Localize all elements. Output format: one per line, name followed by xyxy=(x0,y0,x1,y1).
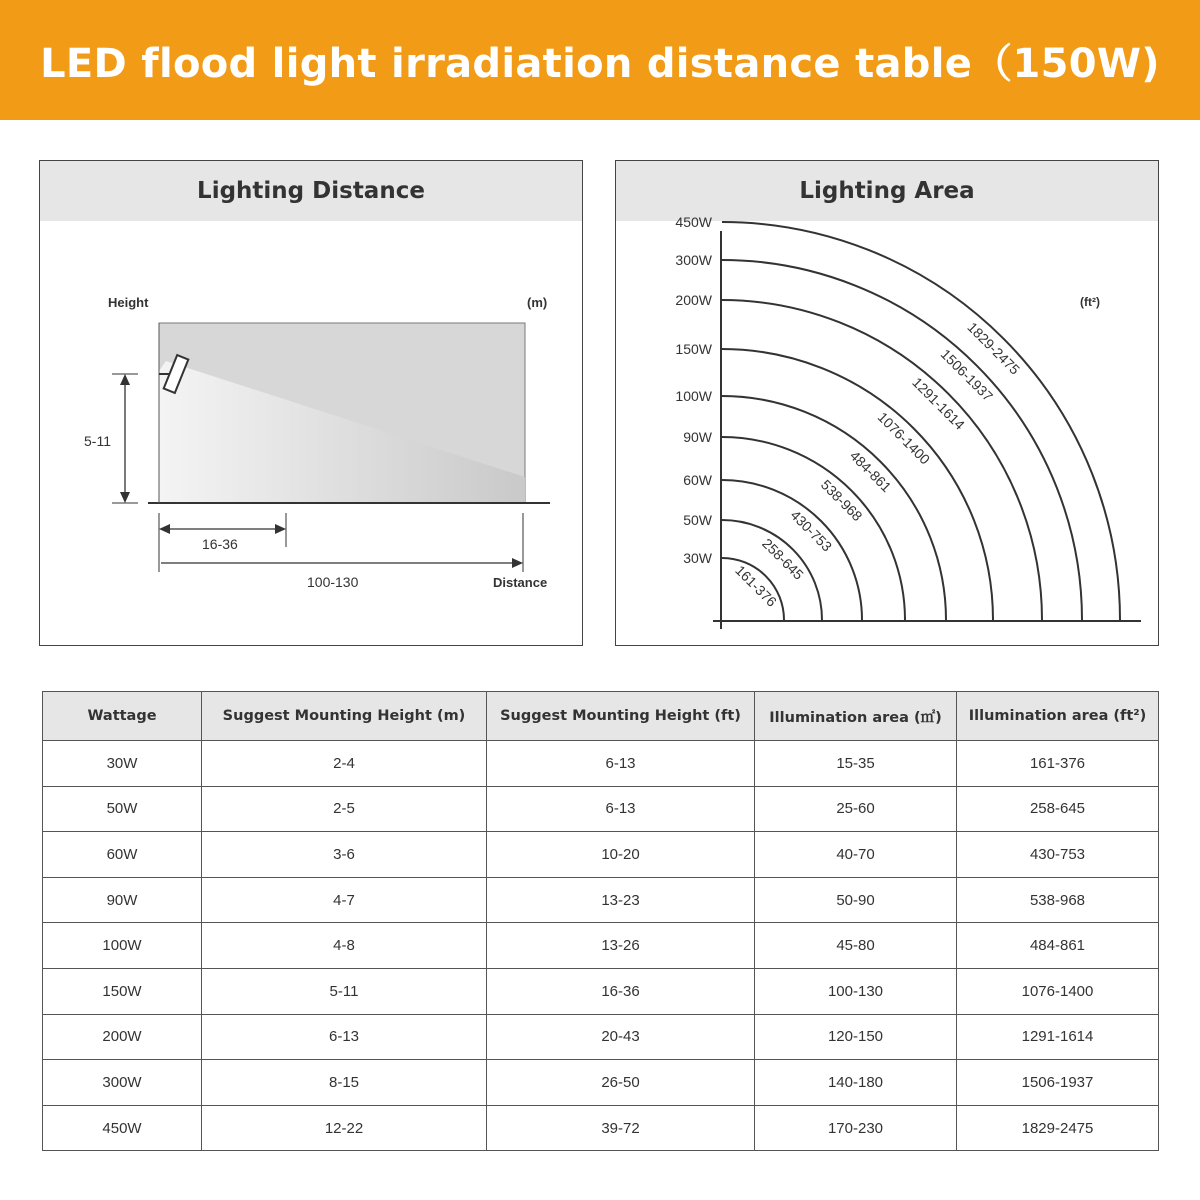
table-cell: 6-13 xyxy=(202,1014,487,1060)
table-cell: 60W xyxy=(43,832,202,878)
table-cell: 25-60 xyxy=(755,786,957,832)
area-unit-label: (ft²) xyxy=(1080,295,1100,309)
table-cell: 1829-2475 xyxy=(957,1105,1159,1151)
table-row xyxy=(43,1105,1159,1151)
near-distance-label: 16-36 xyxy=(202,536,238,552)
table-cell: 170-230 xyxy=(755,1105,957,1151)
far-distance-label: 100-130 xyxy=(307,574,359,590)
table-row xyxy=(43,877,1159,923)
table-row xyxy=(43,786,1159,832)
height-dimension xyxy=(112,374,138,503)
table-cell: 6-13 xyxy=(487,741,755,787)
table-cell: 100W xyxy=(43,923,202,969)
spec-table xyxy=(42,691,1159,1151)
table-cell: 50W xyxy=(43,786,202,832)
table-cell: 538-968 xyxy=(957,877,1159,923)
unit-label: (m) xyxy=(527,295,548,310)
table-cell: 1076-1400 xyxy=(957,968,1159,1014)
table-cell: 39-72 xyxy=(487,1105,755,1151)
table-cell: 10-20 xyxy=(487,832,755,878)
table-cell: 161-376 xyxy=(957,741,1159,787)
column-header: Illumination area (ft²) xyxy=(957,692,1159,741)
table-header-row xyxy=(43,692,1159,741)
lighting-distance-diagram xyxy=(40,161,584,647)
distance-axis-label: Distance xyxy=(493,575,548,590)
column-header: Wattage xyxy=(43,692,202,741)
table-cell: 8-15 xyxy=(202,1060,487,1106)
table-cell: 4-8 xyxy=(202,923,487,969)
table-cell: 26-50 xyxy=(487,1060,755,1106)
table-cell: 13-23 xyxy=(487,877,755,923)
table-row xyxy=(43,1060,1159,1106)
table-cell: 258-645 xyxy=(957,786,1159,832)
table-cell: 12-22 xyxy=(202,1105,487,1151)
table-cell: 1506-1937 xyxy=(957,1060,1159,1106)
table-row xyxy=(43,968,1159,1014)
table-cell: 484-861 xyxy=(957,923,1159,969)
table-cell: 150W xyxy=(43,968,202,1014)
table-cell: 15-35 xyxy=(755,741,957,787)
ring-wattage-label: 100W xyxy=(675,388,712,404)
table-cell: 3-6 xyxy=(202,832,487,878)
table-cell: 30W xyxy=(43,741,202,787)
lighting-distance-panel xyxy=(39,160,583,646)
table-cell: 20-43 xyxy=(487,1014,755,1060)
lighting-area-panel xyxy=(615,160,1159,646)
column-header: Illumination area (㎡) xyxy=(755,692,957,741)
lighting-area-title: Lighting Area xyxy=(799,178,975,204)
table-cell: 200W xyxy=(43,1014,202,1060)
lighting-distance-title: Lighting Distance xyxy=(197,178,425,204)
ring-wattage-label: 200W xyxy=(675,292,712,308)
table-cell: 5-11 xyxy=(202,968,487,1014)
ring-wattage-label: 150W xyxy=(675,341,712,357)
table-cell: 120-150 xyxy=(755,1014,957,1060)
ring-wattage-label: 300W xyxy=(675,252,712,268)
ring-wattage-label: 60W xyxy=(683,472,712,488)
table-cell: 4-7 xyxy=(202,877,487,923)
table-cell: 450W xyxy=(43,1105,202,1151)
ring-wattage-label: 450W xyxy=(675,214,712,230)
table-cell: 45-80 xyxy=(755,923,957,969)
table-cell: 2-5 xyxy=(202,786,487,832)
table-cell: 90W xyxy=(43,877,202,923)
table-cell: 40-70 xyxy=(755,832,957,878)
table-cell: 300W xyxy=(43,1060,202,1106)
table-cell: 1291-1614 xyxy=(957,1014,1159,1060)
table-row xyxy=(43,923,1159,969)
table-cell: 13-26 xyxy=(487,923,755,969)
ring-area-label: 538-968 xyxy=(817,476,866,525)
table-row xyxy=(43,1014,1159,1060)
ring-area-label: 1291-1614 xyxy=(909,374,968,433)
table-cell: 100-130 xyxy=(755,968,957,1014)
ring-area-label: 258-645 xyxy=(759,535,807,583)
ring-area-label: 1076-1400 xyxy=(874,408,934,468)
area-ring xyxy=(722,349,993,620)
lighting-area-diagram xyxy=(616,161,1160,647)
title-banner xyxy=(0,0,1200,120)
page-title: LED flood light irradiation distance table（150W) xyxy=(40,40,1160,87)
table-cell: 430-753 xyxy=(957,832,1159,878)
table-cell: 50-90 xyxy=(755,877,957,923)
ring-area-label: 1506-1937 xyxy=(937,345,997,405)
table-row xyxy=(43,741,1159,787)
ring-area-label: 430-753 xyxy=(787,506,836,555)
ring-area-label: 484-861 xyxy=(846,447,895,496)
ring-wattage-label: 30W xyxy=(683,550,712,566)
table-cell: 2-4 xyxy=(202,741,487,787)
ring-area-label: 1829-2475 xyxy=(964,318,1024,378)
table-cell: 140-180 xyxy=(755,1060,957,1106)
table-row xyxy=(43,832,1159,878)
table-cell: 16-36 xyxy=(487,968,755,1014)
ring-wattage-label: 50W xyxy=(683,512,712,528)
ring-wattage-label: 90W xyxy=(683,429,712,445)
ring-area-label: 161-376 xyxy=(732,562,780,610)
column-header: Suggest Mounting Height (ft) xyxy=(487,692,755,741)
height-value-label: 5-11 xyxy=(84,433,111,449)
column-header: Suggest Mounting Height (m) xyxy=(202,692,487,741)
height-axis-label: Height xyxy=(108,295,149,310)
table-cell: 6-13 xyxy=(487,786,755,832)
